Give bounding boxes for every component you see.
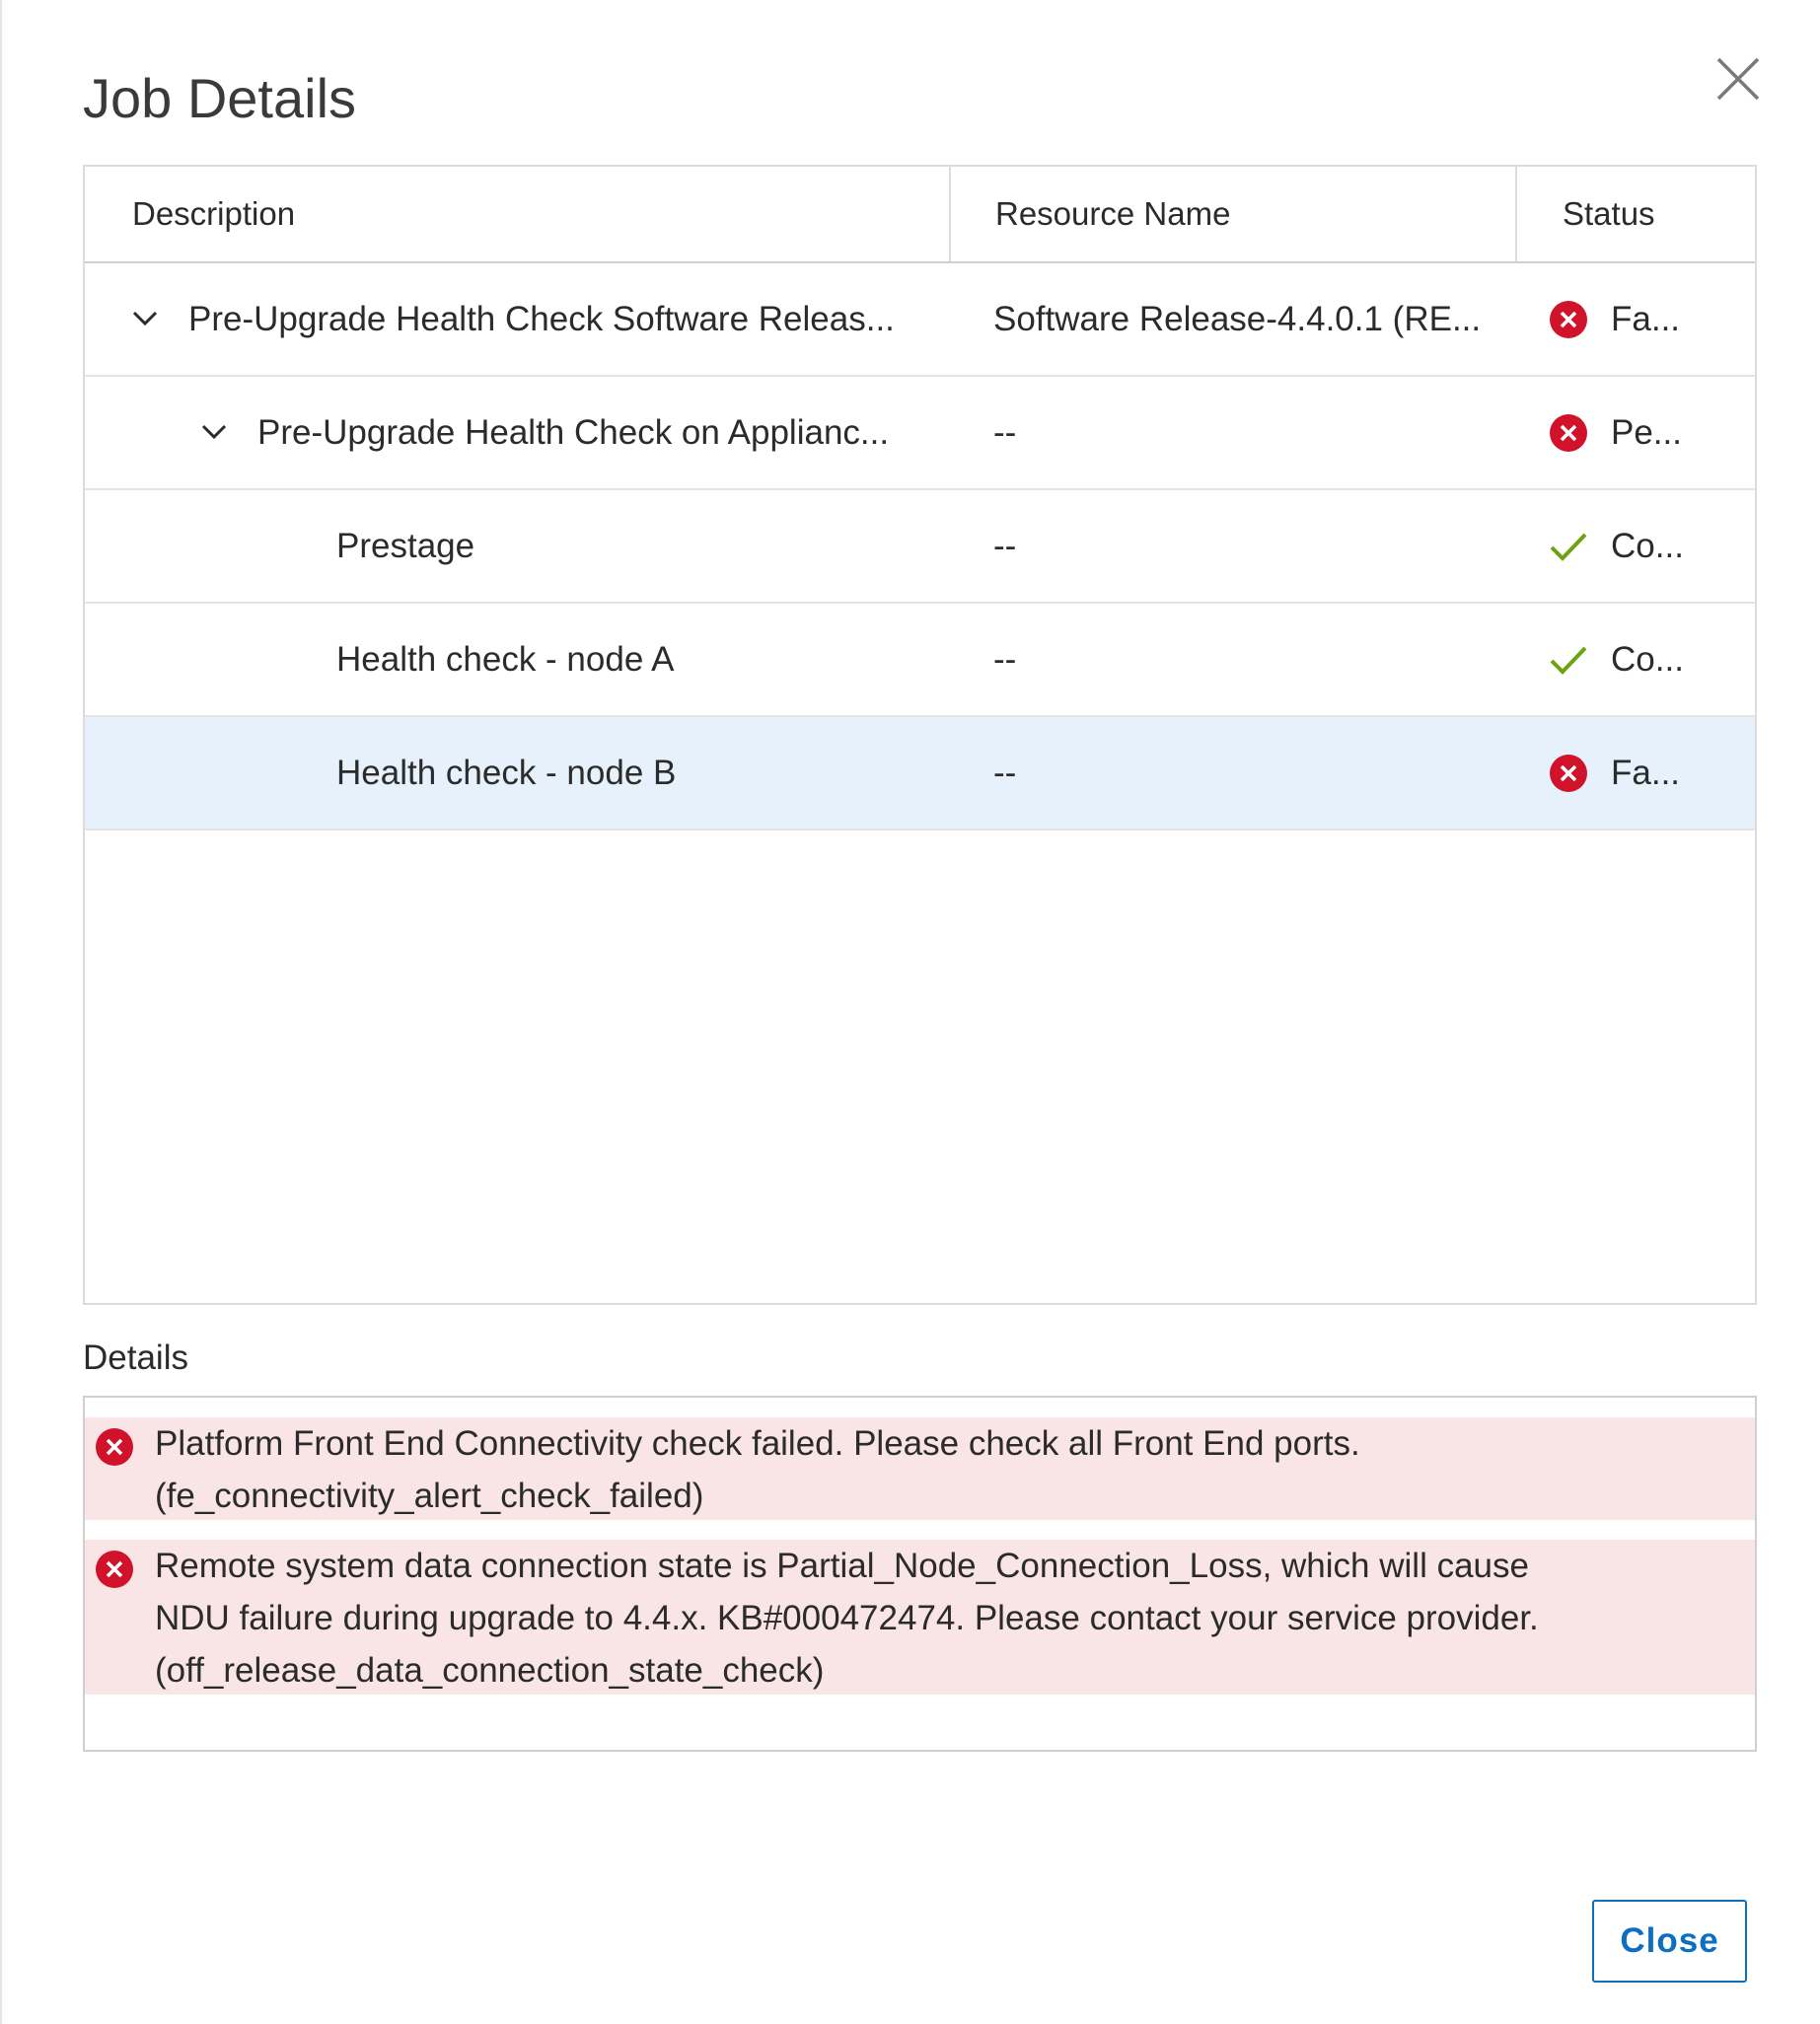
details-label: Details <box>83 1338 188 1377</box>
error-message <box>85 1417 1755 1520</box>
error-message-line: Platform Front End Connectivity check failed. Please check all Front End ports. <box>155 1424 1360 1463</box>
error-message-line: (fe_connectivity_alert_check_failed) <box>155 1477 704 1515</box>
error-icon <box>95 1550 134 1589</box>
row-description: Pre-Upgrade Health Check Software Releas... <box>188 300 895 338</box>
error-message <box>85 1540 1755 1695</box>
row-status: Pe... <box>1611 413 1682 452</box>
checkmark-icon <box>1549 640 1588 680</box>
chevron-down-icon[interactable] <box>197 414 231 448</box>
row-status: Co... <box>1611 527 1684 565</box>
job-steps-table <box>83 165 1757 1305</box>
dialog-title: Job Details <box>83 67 357 129</box>
error-icon <box>1549 754 1588 793</box>
error-message-line: NDU failure during upgrade to 4.4.x. KB#000472474. Please contact your service provider. <box>155 1599 1539 1637</box>
error-message-line: (off_release_data_connection_state_check) <box>155 1651 825 1690</box>
table-row[interactable] <box>85 490 1755 604</box>
row-description: Pre-Upgrade Health Check on Applianc... <box>257 413 890 452</box>
row-description: Health check - node B <box>336 754 677 792</box>
close-button[interactable]: Close <box>1592 1900 1747 1983</box>
table-row[interactable] <box>85 604 1755 717</box>
table-row-selected[interactable] <box>85 717 1755 831</box>
row-resource-name: -- <box>993 640 1017 679</box>
column-header-description[interactable]: Description <box>85 167 951 261</box>
row-status: Fa... <box>1611 300 1681 338</box>
table-header <box>85 167 1755 263</box>
row-status: Fa... <box>1611 754 1681 792</box>
table-row[interactable] <box>85 377 1755 490</box>
table-body <box>85 263 1755 831</box>
column-header-resource-name[interactable]: Resource Name <box>951 167 1517 261</box>
chevron-down-icon[interactable] <box>128 301 162 334</box>
error-icon <box>1549 300 1588 339</box>
table-row[interactable] <box>85 263 1755 377</box>
row-description: Health check - node A <box>336 640 675 679</box>
close-icon[interactable] <box>1711 51 1766 107</box>
error-icon <box>1549 413 1588 453</box>
row-resource-name: Software Release-4.4.0.1 (RE... <box>993 300 1482 338</box>
row-resource-name: -- <box>993 754 1017 792</box>
error-message-line: Remote system data connection state is Partial_Node_Connection_Loss, which will cause <box>155 1547 1529 1585</box>
column-header-status[interactable]: Status <box>1563 195 1655 232</box>
error-icon <box>95 1427 134 1467</box>
checkmark-icon <box>1549 527 1588 566</box>
row-status: Co... <box>1611 640 1684 679</box>
row-description: Prestage <box>336 527 475 565</box>
row-resource-name: -- <box>993 527 1017 565</box>
details-panel <box>83 1396 1757 1752</box>
row-resource-name: -- <box>993 413 1017 452</box>
